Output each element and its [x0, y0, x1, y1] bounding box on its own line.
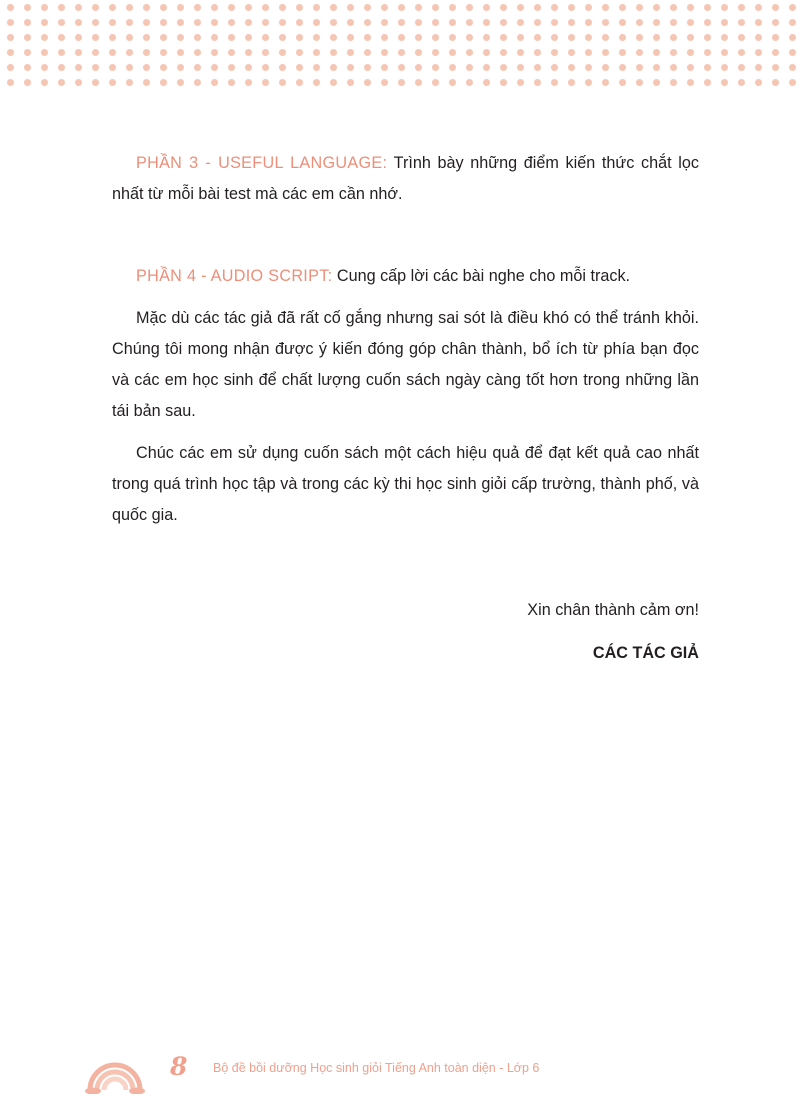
wish-paragraph: Chúc các em sử dụng cuốn sách một cách hiệu quả để đạt kết quả cao nhất trong quá trình học tập và trong các kỳ thi học sinh giỏi cấp trường, thành phố, và quốc gia. [112, 444, 699, 524]
page-content [112, 148, 699, 669]
book-title: Bộ đề bồi dưỡng Học sinh giỏi Tiếng Anh toàn diện - Lớp 6 [213, 1061, 540, 1075]
rainbow-icon [84, 1046, 146, 1094]
dotted-header-pattern [0, 0, 800, 92]
page-footer [0, 1038, 800, 1098]
part-4-paragraph [112, 261, 699, 292]
errata-paragraph: Mặc dù các tác giả đã rất cố gắng nhưng sai sót là điều khó có thể tránh khỏi. Chúng tôi mong nhận được ý kiến đóng góp chân thành, bổ ích từ phía bạn đọc và các em học sinh để chất lượng cuốn sách ngày càng tốt hơn trong những lần tái bản sau. [112, 309, 699, 420]
part-4-text: Cung cấp lời các bài nghe cho mỗi track. [332, 267, 631, 285]
part-3-text: Trình bày những điểm kiến thức chắt lọc nhất từ mỗi bài test mà các em cần nhớ. [112, 154, 699, 203]
closing-line: Xin chân thành cảm ơn! [527, 601, 699, 619]
page-number: 8 [170, 1052, 188, 1081]
part-3-label: PHẦN 3 - USEFUL LANGUAGE: [136, 154, 388, 172]
authors-signature: CÁC TÁC GIẢ [592, 644, 699, 662]
part-3-paragraph [112, 148, 699, 210]
part-4-label: PHẦN 4 - AUDIO SCRIPT: [136, 267, 333, 285]
